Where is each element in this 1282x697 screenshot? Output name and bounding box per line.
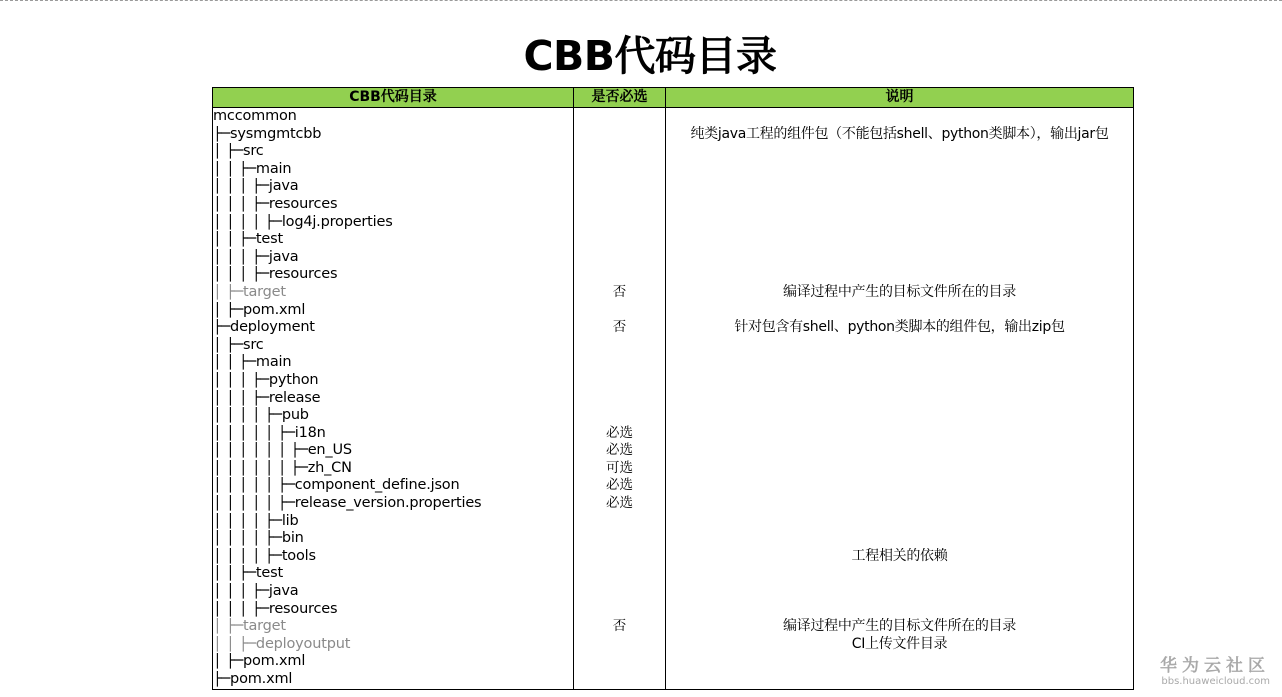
tree-entry: │ │ │ │ ├─bin [213, 530, 574, 548]
description-cell: 编译过程中产生的目标文件所在的目录 [666, 618, 1134, 636]
required-cell [574, 108, 666, 126]
description-cell [666, 196, 1134, 214]
required-cell: 必选 [574, 477, 666, 495]
table-row [213, 319, 1134, 337]
page-title: CBB代码目录 [523, 32, 777, 80]
table-row [213, 178, 1134, 196]
required-cell: 否 [574, 618, 666, 636]
description-cell [666, 513, 1134, 531]
slide-top-border [0, 0, 1282, 1]
required-cell [574, 601, 666, 619]
required-cell [574, 390, 666, 408]
table-row [213, 565, 1134, 583]
required-cell: 必选 [574, 425, 666, 443]
description-cell [666, 178, 1134, 196]
tree-entry: ├─deployment [213, 319, 574, 337]
description-cell [666, 601, 1134, 619]
table-row [213, 266, 1134, 284]
tree-entry: │ │ ├─deployoutput [213, 636, 574, 654]
watermark [1150, 656, 1270, 688]
required-cell [574, 302, 666, 320]
required-cell [574, 513, 666, 531]
required-cell: 可选 [574, 460, 666, 478]
description-cell [666, 442, 1134, 460]
description-cell [666, 671, 1134, 689]
description-cell [666, 354, 1134, 372]
description-cell [666, 653, 1134, 671]
tree-entry: │ │ │ ├─java [213, 583, 574, 601]
tree-entry: ├─sysmgmtcbb [213, 126, 574, 144]
table-row [213, 601, 1134, 619]
tree-entry: │ ├─src [213, 143, 574, 161]
description-cell [666, 231, 1134, 249]
required-cell [574, 161, 666, 179]
table-body [213, 108, 1134, 690]
watermark-logo-text: 华为云社区 [1160, 656, 1270, 676]
description-cell [666, 249, 1134, 267]
table-row [213, 214, 1134, 232]
required-cell [574, 126, 666, 144]
tree-entry: │ ├─target [213, 284, 574, 302]
tree-entry: │ │ │ ├─resources [213, 601, 574, 619]
tree-entry: │ ├─target [213, 618, 574, 636]
table-row [213, 284, 1134, 302]
description-cell [666, 460, 1134, 478]
table-row [213, 442, 1134, 460]
required-cell [574, 583, 666, 601]
tree-entry: │ │ ├─main [213, 161, 574, 179]
tree-entry: │ │ │ │ ├─log4j.properties [213, 214, 574, 232]
description-cell: 针对包含有shell、python类脚本的组件包，输出zip包 [666, 319, 1134, 337]
description-cell [666, 495, 1134, 513]
table-row [213, 460, 1134, 478]
description-cell [666, 425, 1134, 443]
required-cell [574, 653, 666, 671]
tree-entry: │ │ ├─test [213, 565, 574, 583]
required-cell: 必选 [574, 495, 666, 513]
table-row [213, 425, 1134, 443]
tree-entry: │ │ │ ├─release [213, 390, 574, 408]
description-cell [666, 390, 1134, 408]
tree-entry: │ ├─pom.xml [213, 302, 574, 320]
tree-entry: │ │ │ │ ├─tools [213, 548, 574, 566]
tree-entry: │ │ ├─main [213, 354, 574, 372]
table-row [213, 249, 1134, 267]
description-cell [666, 407, 1134, 425]
table-row [213, 161, 1134, 179]
required-cell [574, 143, 666, 161]
required-cell [574, 372, 666, 390]
table-row [213, 548, 1134, 566]
directory-table-container [212, 87, 1132, 687]
description-cell: 纯类java工程的组件包（不能包括shell、python类脚本），输出jar包 [666, 126, 1134, 144]
required-cell [574, 249, 666, 267]
table-row [213, 407, 1134, 425]
header-description: 说明 [666, 88, 1134, 108]
required-cell [574, 178, 666, 196]
watermark-url: bbs.huaweicloud.com [1161, 676, 1270, 687]
table-row [213, 390, 1134, 408]
table-row [213, 495, 1134, 513]
table-row [213, 671, 1134, 689]
tree-entry: │ ├─src [213, 337, 574, 355]
required-cell [574, 214, 666, 232]
description-cell [666, 372, 1134, 390]
table-row [213, 372, 1134, 390]
table-row [213, 618, 1134, 636]
required-cell [574, 231, 666, 249]
required-cell: 否 [574, 284, 666, 302]
table-row [213, 108, 1134, 126]
required-cell [574, 565, 666, 583]
table-row [213, 653, 1134, 671]
required-cell [574, 548, 666, 566]
table-row [213, 477, 1134, 495]
tree-entry: │ │ │ ├─python [213, 372, 574, 390]
description-cell [666, 108, 1134, 126]
description-cell [666, 565, 1134, 583]
description-cell [666, 530, 1134, 548]
description-cell [666, 302, 1134, 320]
table-row [213, 143, 1134, 161]
tree-entry: │ │ │ │ │ │ ├─zh_CN [213, 460, 574, 478]
header-required: 是否必选 [574, 88, 666, 108]
tree-entry: │ ├─pom.xml [213, 653, 574, 671]
tree-entry: │ │ │ │ │ ├─release_version.properties [213, 495, 574, 513]
tree-entry: │ │ │ │ ├─pub [213, 407, 574, 425]
table-row [213, 636, 1134, 654]
description-cell: 编译过程中产生的目标文件所在的目录 [666, 284, 1134, 302]
description-cell [666, 583, 1134, 601]
description-cell [666, 266, 1134, 284]
required-cell [574, 530, 666, 548]
tree-entry: │ │ │ ├─resources [213, 266, 574, 284]
tree-entry: │ │ │ │ ├─lib [213, 513, 574, 531]
table-header-row [213, 88, 1134, 108]
header-directory: CBB代码目录 [213, 88, 574, 108]
description-cell: CI上传文件目录 [666, 636, 1134, 654]
description-cell: 工程相关的依赖 [666, 548, 1134, 566]
tree-entry: │ │ │ │ │ ├─i18n [213, 425, 574, 443]
tree-entry: │ │ │ │ │ │ ├─en_US [213, 442, 574, 460]
table-row [213, 302, 1134, 320]
table-row [213, 196, 1134, 214]
description-cell [666, 477, 1134, 495]
required-cell [574, 671, 666, 689]
description-cell [666, 143, 1134, 161]
required-cell [574, 266, 666, 284]
tree-entry: │ │ │ ├─resources [213, 196, 574, 214]
required-cell [574, 337, 666, 355]
description-cell [666, 337, 1134, 355]
table-row [213, 583, 1134, 601]
table-row [213, 337, 1134, 355]
table-row [213, 126, 1134, 144]
description-cell [666, 214, 1134, 232]
required-cell: 否 [574, 319, 666, 337]
required-cell [574, 407, 666, 425]
required-cell [574, 636, 666, 654]
tree-entry: ├─pom.xml [213, 671, 574, 689]
table-row [213, 513, 1134, 531]
directory-table [212, 87, 1134, 690]
tree-entry: │ │ │ ├─java [213, 249, 574, 267]
tree-entry: │ │ │ │ │ ├─component_define.json [213, 477, 574, 495]
required-cell [574, 196, 666, 214]
table-row [213, 530, 1134, 548]
table-row [213, 231, 1134, 249]
required-cell [574, 354, 666, 372]
required-cell: 必选 [574, 442, 666, 460]
tree-entry: │ │ ├─test [213, 231, 574, 249]
description-cell [666, 161, 1134, 179]
table-row [213, 354, 1134, 372]
tree-entry: mccommon [213, 108, 574, 126]
tree-entry: │ │ │ ├─java [213, 178, 574, 196]
